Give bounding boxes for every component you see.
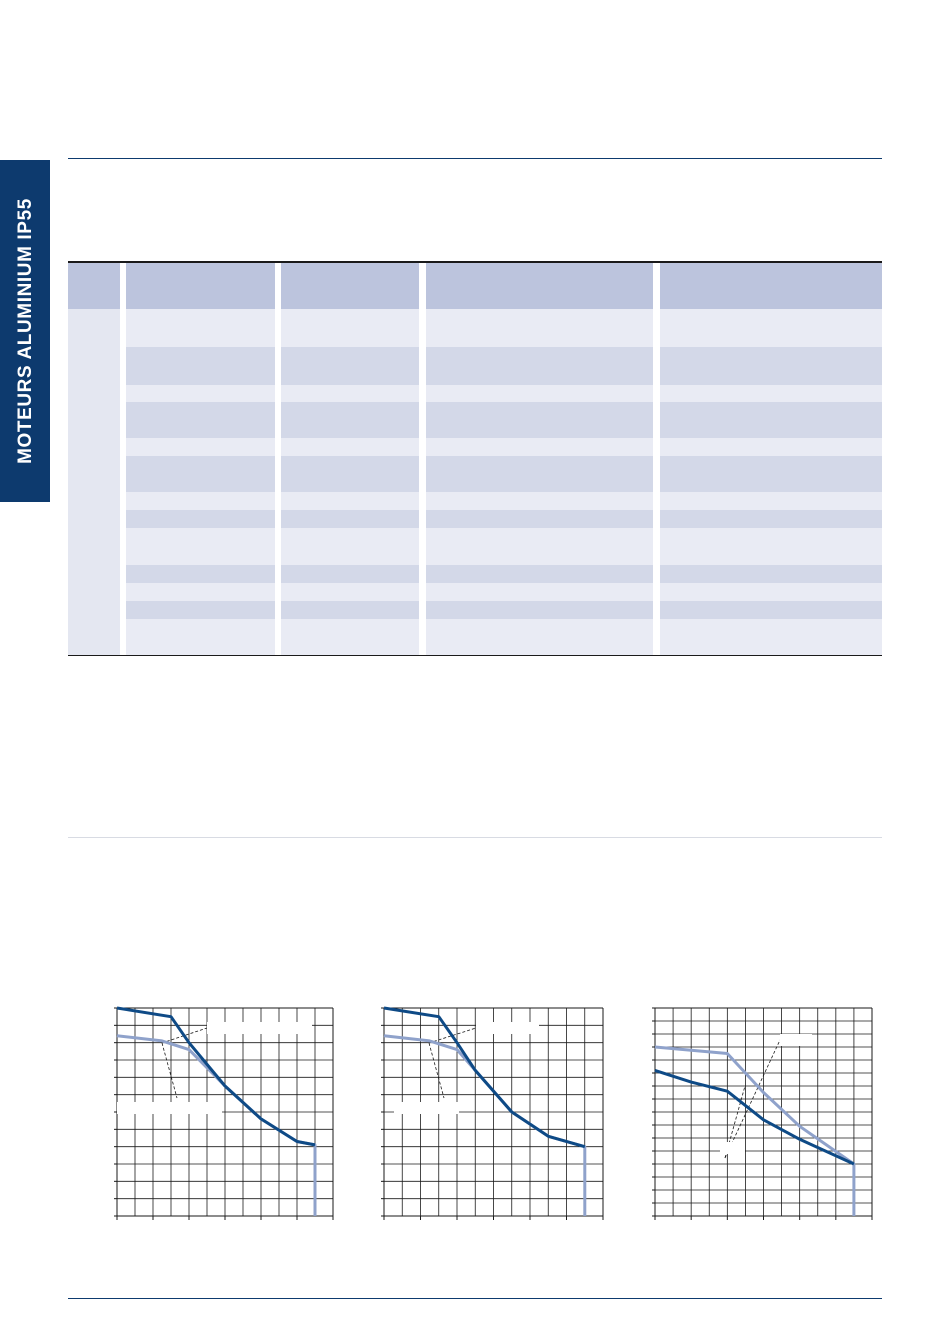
table-cell [126,528,275,546]
table-cell [281,309,419,347]
table-cell [126,546,275,565]
annotation-box [117,1102,222,1114]
series-line-2 [655,1047,854,1216]
annotation-box [780,1034,812,1046]
table-cell [660,619,882,655]
table-cell [126,565,275,583]
table-cell [126,328,275,347]
table-cell [281,492,419,510]
table-cell [426,347,653,385]
table-cell [281,619,419,655]
leader-line [429,1043,444,1098]
table-cell [126,474,275,492]
table-cell [126,456,275,474]
annotation-box [207,1022,312,1034]
table-cell [426,402,653,438]
header-cell [281,263,419,309]
table-cell [281,601,419,619]
section-divider [68,837,882,838]
table-cell [426,619,653,655]
series-line-2 [117,1036,315,1216]
table-cell [281,456,419,492]
header-cell [126,263,275,309]
chart-3 [655,1008,872,1216]
table-cell [660,385,882,402]
table-cell [426,528,653,565]
table-cell [126,492,275,510]
table-cell [126,420,275,438]
table-cell [281,528,419,565]
chart-2 [384,1008,603,1216]
table-col-shade [68,309,120,655]
table-cell [660,309,882,347]
header-cell [660,263,882,309]
table-cell [426,601,653,619]
table-cell [660,510,882,528]
series-line-2 [384,1036,585,1216]
table-cell [660,456,882,492]
table-cell [426,565,653,583]
table-cell [281,583,419,601]
header-cell [426,263,653,309]
table-cell [426,492,653,510]
leader-line [162,1043,177,1098]
table-cell [281,565,419,583]
table-cell [126,510,275,528]
table-cell [281,510,419,528]
annotation-box [394,1102,459,1114]
chart-1 [117,1008,333,1216]
side-tab-label: MOTEURS ALUMINIUM IP55 [15,198,36,464]
table-cell [126,385,275,402]
table-cell [126,366,275,385]
table-cell [281,438,419,456]
table-cell [660,565,882,583]
table-cell [126,309,275,328]
table-cell [126,438,275,456]
table-cell [281,347,419,385]
table-bottom-rule [68,655,882,656]
table-cell [126,347,275,366]
table-cell [660,601,882,619]
table-cell [426,510,653,528]
table-cell [281,385,419,402]
table-cell [126,583,275,601]
table-cell [426,438,653,456]
table-cell [281,402,419,438]
table-cell [660,347,882,385]
table-cell [126,601,275,619]
table-cell [426,385,653,402]
table-cell [426,583,653,601]
table-cell [126,637,275,655]
annotation-box [476,1022,539,1034]
table-cell [660,583,882,601]
table-cell [660,528,882,565]
table-cell [426,456,653,492]
table-cell [426,309,653,347]
annotation-box [720,1142,745,1154]
table-cell [126,402,275,420]
bottom-divider [68,1298,882,1299]
table-cell [660,438,882,456]
table-cell [126,619,275,637]
table-cell [660,492,882,510]
table-cell [660,402,882,438]
header-cell [68,263,120,309]
